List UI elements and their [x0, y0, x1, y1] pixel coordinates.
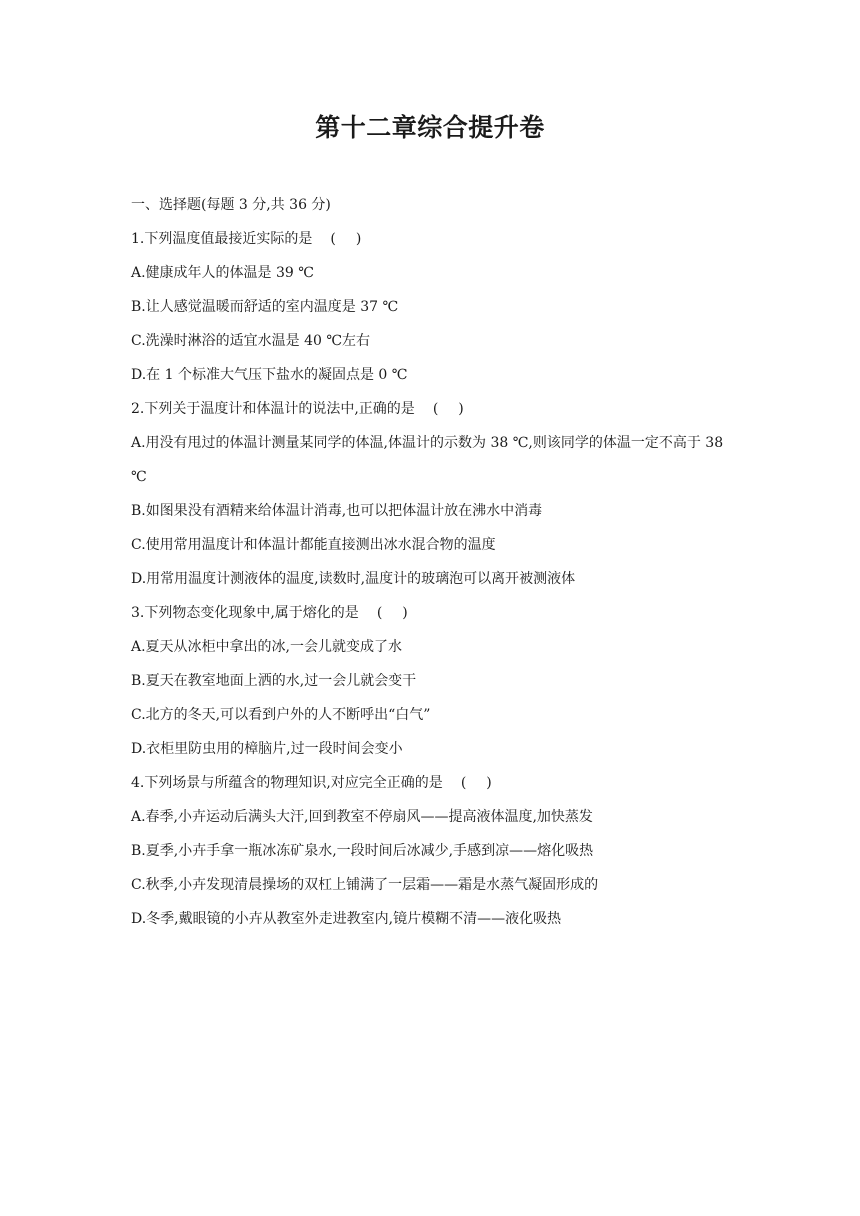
option-b: B.如图果没有酒精来给体温计消毒,也可以把体温计放在沸水中消毒: [131, 503, 543, 519]
option-c: C.北方的冬天,可以看到户外的人不断呼出“白气”: [131, 707, 431, 723]
option-b: B.让人感觉温暖而舒适的室内温度是 37 ℃: [131, 299, 399, 315]
question-stem: [131, 596, 731, 630]
answer-blank: ( ): [330, 231, 362, 247]
option-a: A.用没有甩过的体温计测量某同学的体温,体温计的示数为 38 ℃,则该同学的体温一定不高于 38 ℃: [131, 435, 724, 485]
section-heading: 一、选择题(每题 3 分,共 36 分): [131, 197, 331, 213]
option-c: C.秋季,小卉发现清晨操场的双杠上铺满了一层霜——霜是水蒸气凝固形成的: [131, 877, 599, 893]
option-a: A.春季,小卉运动后满头大汗,回到教室不停扇风——提高液体温度,加快蒸发: [131, 809, 593, 825]
question-stem: [131, 222, 731, 256]
answer-blank: ( ): [432, 401, 464, 417]
option-c: C.洗澡时淋浴的适宜水温是 40 ℃左右: [131, 333, 371, 349]
question-stem-text: 3.下列物态变化现象中,属于熔化的是: [131, 605, 359, 621]
question-stem-text: 4.下列场景与所蕴含的物理知识,对应完全正确的是: [131, 775, 443, 791]
option-d: D.冬季,戴眼镜的小卉从教室外走进教室内,镜片模糊不清——液化吸热: [131, 911, 562, 927]
option-b: B.夏天在教室地面上洒的水,过一会儿就会变干: [131, 673, 417, 689]
option-d: D.在 1 个标准大气压下盐水的凝固点是 0 ℃: [131, 367, 408, 383]
option-c: C.使用常用温度计和体温计都能直接测出冰水混合物的温度: [131, 537, 496, 553]
page-title: 第十二章综合提升卷: [315, 113, 545, 142]
question-section: [131, 188, 731, 936]
option-d: D.用常用温度计测液体的温度,读数时,温度计的玻璃泡可以离开被测液体: [131, 571, 576, 587]
option-b: B.夏季,小卉手拿一瓶冰冻矿泉水,一段时间后冰减少,手感到凉——熔化吸热: [131, 843, 594, 859]
question-stem: [131, 392, 731, 426]
question-stem-text: 1.下列温度值最接近实际的是: [131, 231, 313, 247]
answer-blank: ( ): [376, 605, 408, 621]
option-d: D.衣柜里防虫用的樟脑片,过一段时间会变小: [131, 741, 403, 757]
answer-blank: ( ): [460, 775, 492, 791]
option-a: A.健康成年人的体温是 39 ℃: [131, 265, 314, 281]
option-a: A.夏天从冰柜中拿出的冰,一会儿就变成了水: [131, 639, 403, 655]
question-stem-text: 2.下列关于温度计和体温计的说法中,正确的是: [131, 401, 415, 417]
question-stem: [131, 766, 731, 800]
